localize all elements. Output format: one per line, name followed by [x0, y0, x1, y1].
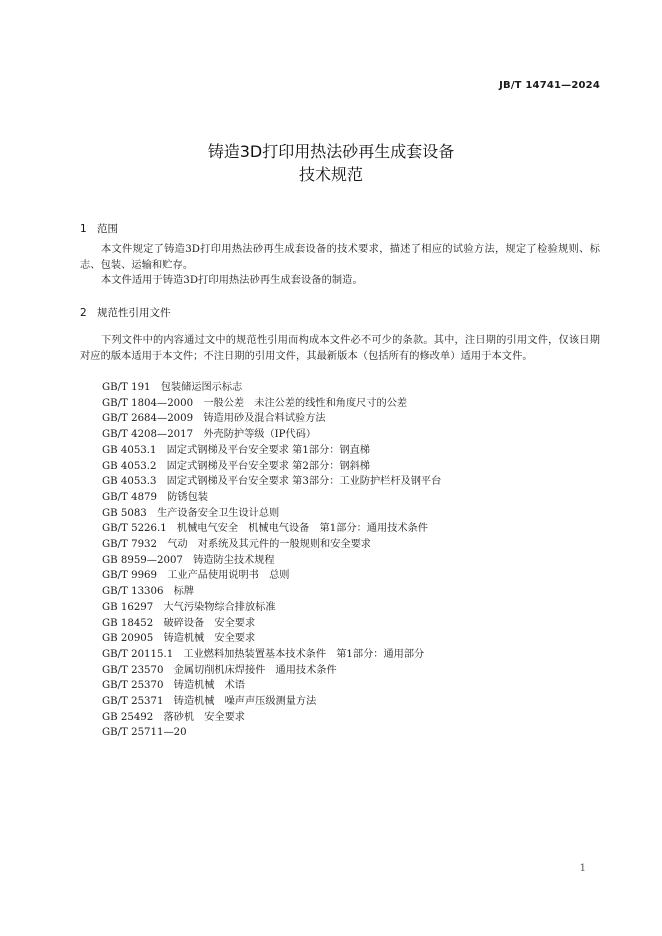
section-2-number: 2 — [80, 307, 87, 319]
reference-item: GB/T 13306 标牌 — [102, 586, 195, 598]
section-1-title: 范围 — [97, 223, 118, 235]
section-1-heading — [80, 221, 118, 236]
reference-item: GB/T 25371 铸造机械 噪声声压级测量方法 — [102, 696, 317, 708]
section-2-heading — [80, 305, 171, 320]
reference-item: GB/T 4208—2017 外壳防护等级（IP代码） — [102, 429, 317, 441]
reference-item: GB/T 4879 防锈包装 — [102, 491, 208, 503]
reference-item: GB/T 1804—2000 一般公差 未注公差的线性和角度尺寸的公差 — [102, 397, 408, 409]
title-line-2: 技术规范 — [298, 165, 363, 184]
reference-item: GB/T 9969 工业产品使用说明书 总则 — [102, 570, 290, 582]
document-title — [0, 140, 662, 186]
page-number: 1 — [579, 863, 586, 874]
reference-item: GB 4053.1 固定式钢梯及平台安全要求 第1部分：钢直梯 — [102, 444, 370, 456]
reference-item: GB 20905 铸造机械 安全要求 — [102, 633, 256, 645]
section-1-number: 1 — [80, 223, 87, 235]
section-1-paragraph-2: 本文件适用于铸造3D打印用热法砂再生成套设备的制造。 — [101, 275, 363, 286]
reference-item: GB/T 25370 铸造机械 术语 — [102, 680, 245, 692]
reference-item: GB/T 20115.1 工业燃料加热装置基本技术条件 第1部分：通用部分 — [102, 648, 425, 660]
reference-item: GB/T 2684—2009 铸造用砂及混合料试验方法 — [102, 413, 326, 425]
reference-item: GB 16297 大气污染物综合排放标准 — [102, 601, 276, 613]
reference-item: GB 18452 破碎设备 安全要求 — [102, 617, 256, 629]
reference-item: GB/T 25711—20 — [102, 727, 187, 739]
section-1-paragraph-1: 本文件规定了铸造3D打印用热法砂再生成套设备的技术要求，描述了相应的试验方法，规定了检验规则、标志、包装、运输和贮存。 — [80, 244, 600, 271]
reference-item: GB/T 23570 金属切削机床焊接件 通用技术条件 — [102, 664, 337, 676]
reference-item: GB 8959—2007 铸造防尘技术规程 — [102, 554, 275, 566]
reference-item: GB 25492 落砂机 安全要求 — [102, 711, 245, 723]
reference-item: GB 4053.2 固定式钢梯及平台安全要求 第2部分：钢斜梯 — [102, 460, 370, 472]
reference-item: GB/T 7932 气动 对系统及其元件的一般规则和安全要求 — [102, 539, 371, 551]
section-2-title: 规范性引用文件 — [97, 307, 171, 319]
reference-item: GB 5083 生产设备安全卫生设计总则 — [102, 507, 280, 519]
reference-item: GB 4053.3 固定式钢梯及平台安全要求 第3部分：工业防护栏杆及钢平台 — [102, 476, 442, 488]
standard-code: JB/T 14741—2024 — [499, 80, 600, 91]
reference-item: GB/T 5226.1 机械电气安全 机械电气设备 第1部分：通用技术条件 — [102, 523, 428, 535]
title-line-1: 铸造3D打印用热法砂再生成套设备 — [207, 142, 455, 161]
reference-list — [102, 380, 441, 741]
reference-item: GB/T 191 包装储运图示标志 — [102, 382, 243, 393]
section-2-intro: 下列文件中的内容通过文中的规范性引用而构成本文件必不可少的条款。其中，注日期的引用文件，仅该日期对应的版本适用于本文件；不注日期的引用文件，其最新版本（包括所有的修改单）适用于本文件。 — [80, 335, 600, 362]
